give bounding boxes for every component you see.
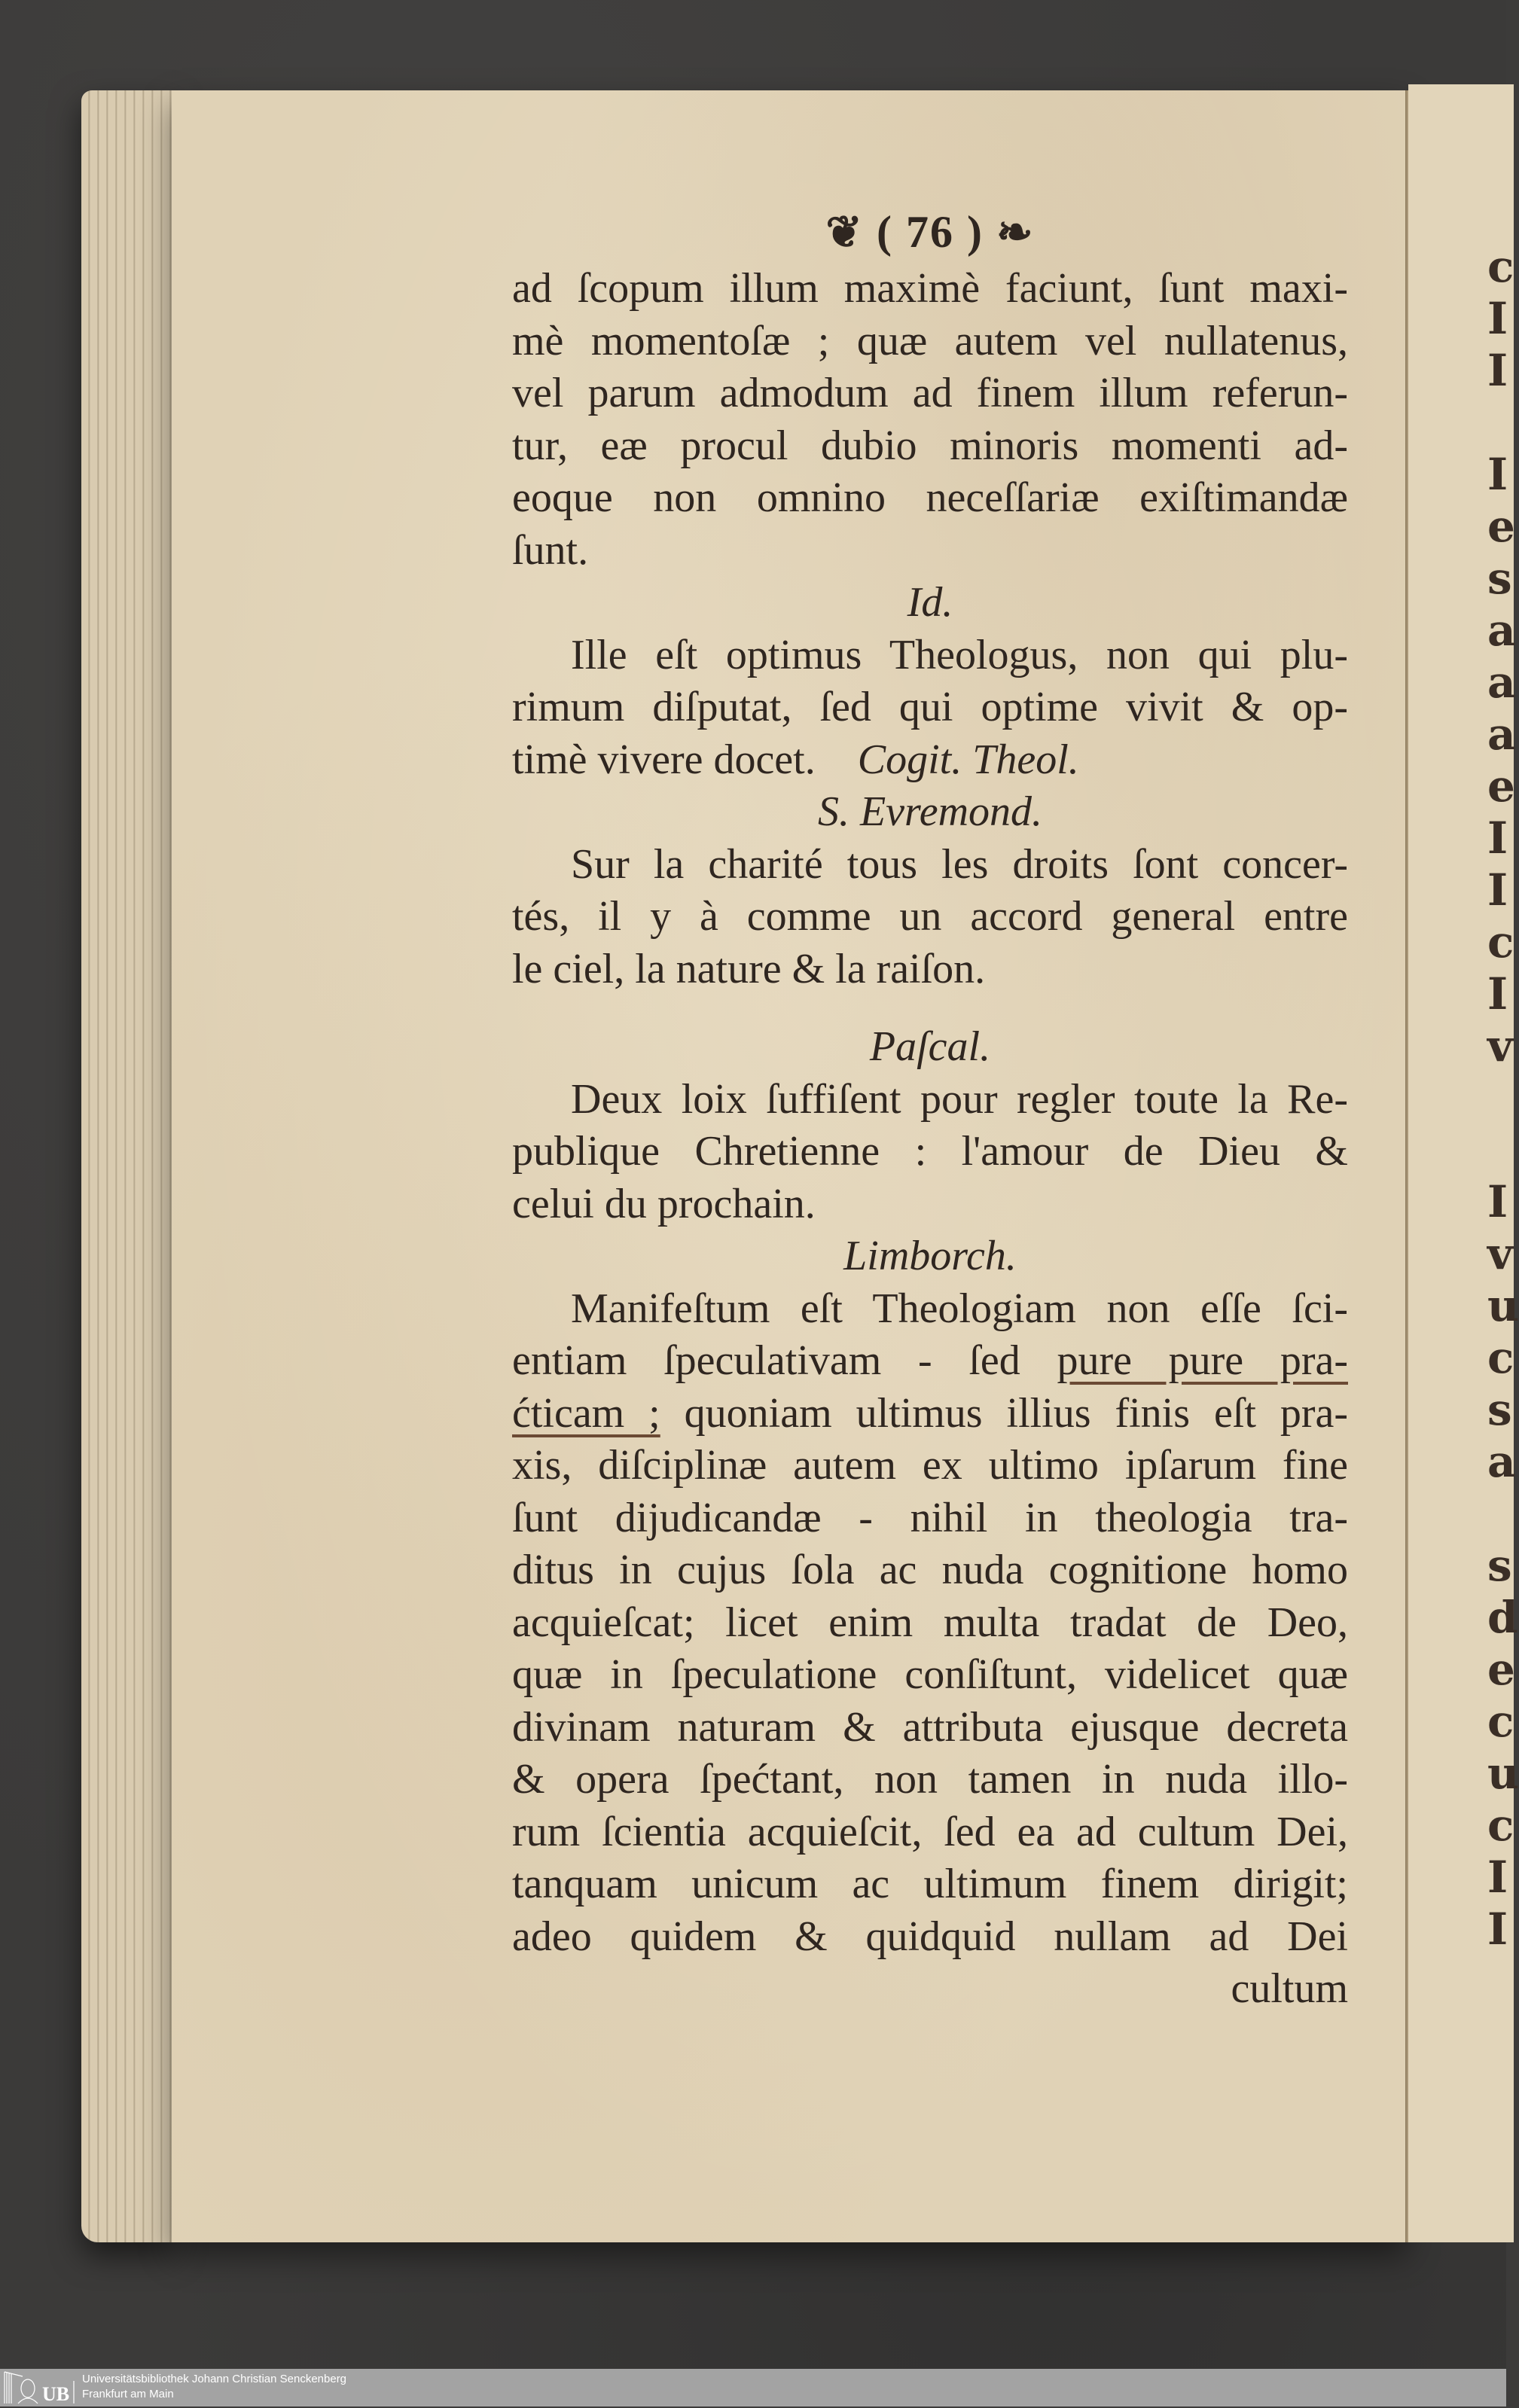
- institution-name: Universitätsbibliothek Johann Christian Senckenberg: [82, 2373, 347, 2385]
- facing-page-fragment: I: [1487, 812, 1508, 864]
- book-page-edges: [81, 90, 173, 2242]
- facing-page-fragment: e: [1487, 1644, 1515, 1695]
- page-text: [512, 202, 1348, 2016]
- text-line: tés, il y à comme un accord general entre: [512, 893, 1348, 940]
- handwritten-underline: ćticam ;: [512, 1389, 660, 1437]
- facing-page-fragment: I: [1487, 1852, 1508, 1903]
- facing-page-fragment: u: [1487, 1748, 1519, 1799]
- text-line: & opera ſpećtant, non tamen in nuda illo-: [512, 1756, 1348, 1803]
- facing-page-fragment: [1487, 1488, 1510, 1540]
- text-line: ditus in cujus ſola ac nuda cognitione homo: [512, 1547, 1348, 1593]
- text-line: xis, diſciplinæ autem ex ultimo ipſarum fine: [512, 1442, 1348, 1489]
- text-line: Ille eſt optimus Theologus, non qui plu-: [571, 631, 1348, 678]
- text-line: adeo quidem & quidquid nullam ad Dei: [512, 1913, 1348, 1960]
- facing-page-fragment: c: [1487, 241, 1514, 292]
- page-header: [512, 202, 1348, 263]
- facing-page-fragment: c: [1487, 916, 1514, 968]
- ornament-right-icon: ❧: [996, 208, 1035, 257]
- citation: Cogit. Theol.: [857, 736, 1079, 783]
- text-line: tanquam unicum ac ultimum finem dirigit;: [512, 1861, 1348, 1907]
- text-line: rimum diſputat, ſed qui optime vivit & op-: [512, 684, 1348, 730]
- facing-page-fragment: v: [1487, 1228, 1513, 1279]
- text-line: tur, eæ procul dubio minoris momenti ad-: [512, 422, 1348, 469]
- text-line: rum ſcientia acquieſcit, ſed ea ad cultum Dei,: [512, 1808, 1348, 1855]
- text-line: mè momentoſæ ; quæ autem vel nullatenus,: [512, 317, 1348, 364]
- ub-logo-icon: [3, 2370, 75, 2405]
- ornament-left-icon: ❦: [825, 208, 865, 257]
- facing-page-fragment: [1487, 1124, 1510, 1176]
- text-line-annotated: [512, 1388, 1348, 1440]
- facing-page-fragment: a: [1487, 1436, 1516, 1487]
- text-line: timè vivere docet.: [512, 736, 816, 783]
- facing-page-fragment: c: [1487, 1332, 1514, 1383]
- text-line: ſunt dijudicandæ - nihil in theologia tra-: [512, 1494, 1348, 1541]
- text-line-with-citation: [512, 734, 1348, 787]
- text-line: quoniam ultimus illius finis eſt pra-: [684, 1389, 1349, 1437]
- facing-page-fragment: d: [1487, 1592, 1518, 1643]
- facing-page-fragment: I: [1487, 968, 1508, 1020]
- text-line: divinam naturam & attributa ejusque decreta: [512, 1703, 1348, 1751]
- text-line: quæ in ſpeculatione conſiſtunt, videlicet quæ: [512, 1651, 1348, 1698]
- spacer: [512, 995, 1348, 1021]
- attribution-heading: Limborch.: [843, 1233, 1017, 1279]
- text-line-annotated: [512, 1335, 1348, 1388]
- attribution-heading: Paſcal.: [869, 1023, 991, 1070]
- text-line: celui du prochain.: [512, 1180, 816, 1227]
- institution-credit: [82, 2372, 346, 2402]
- facing-page-fragment: I: [1487, 345, 1508, 396]
- institution-city: Frankfurt am Main: [82, 2388, 174, 2400]
- facing-page-fragment: a: [1487, 709, 1516, 760]
- text-line: Manifeſtum eſt Theologiam non eſſe ſci-: [571, 1285, 1348, 1332]
- facing-page-fragment: I: [1487, 864, 1508, 916]
- text-line: eoque non omnino neceſſariæ exiſtimandæ: [512, 474, 1348, 521]
- text-line: Deux loix ſuffiſent pour regler toute la Re-: [571, 1075, 1348, 1123]
- facing-page-fragment: e: [1487, 761, 1515, 812]
- facing-page-fragment: c: [1487, 1800, 1514, 1851]
- facing-page-fragment: u: [1487, 1280, 1519, 1331]
- facing-page-fragment: a: [1487, 605, 1516, 656]
- text-line: entiam ſpeculativam - ſed: [512, 1337, 1020, 1384]
- text-line: vel parum admodum ad finem illum referun-: [512, 370, 1348, 416]
- facing-page-fragment: I: [1487, 1904, 1508, 1955]
- facing-page-fragment: s: [1487, 1384, 1512, 1435]
- text-line: publique Chretienne : l'amour de Dieu &: [512, 1128, 1348, 1175]
- text-line: acquieſcat; licet enim multa tradat de Deo,: [512, 1599, 1348, 1646]
- facing-page-fragment: a: [1487, 657, 1516, 708]
- facing-page-fragment: I: [1487, 1176, 1508, 1227]
- facing-page-text-fragments: [1487, 241, 1519, 1955]
- attribution-heading: Id.: [907, 579, 953, 626]
- facing-page-fragment: [1487, 1072, 1510, 1124]
- svg-text:UB: UB: [42, 2383, 70, 2405]
- facing-page-fragment: s: [1487, 553, 1512, 604]
- page-number: ( 76 ): [877, 207, 984, 257]
- facing-page-fragment: I: [1487, 449, 1508, 500]
- catchword: cultum: [1231, 1965, 1348, 2012]
- text-line: ad ſcopum illum maximè faciunt, ſunt maxi-: [512, 265, 1348, 312]
- attribution-heading: S. Evremond.: [817, 788, 1043, 835]
- text-line: le ciel, la nature & la raiſon.: [512, 945, 986, 992]
- facing-page-fragment: s: [1487, 1540, 1512, 1591]
- facing-page-fragment: c: [1487, 1696, 1514, 1747]
- facing-page-fragment: v: [1487, 1020, 1513, 1071]
- handwritten-underline: pure pure pra-: [1057, 1337, 1348, 1384]
- facing-page-fragment: I: [1487, 293, 1508, 344]
- facing-page-fragment: [1487, 397, 1510, 449]
- text-line: ſunt.: [512, 526, 589, 574]
- book-gutter: [1405, 90, 1408, 2242]
- facing-page-fragment: e: [1487, 501, 1515, 552]
- text-line: Sur la charité tous les droits ſont concer-: [571, 840, 1348, 888]
